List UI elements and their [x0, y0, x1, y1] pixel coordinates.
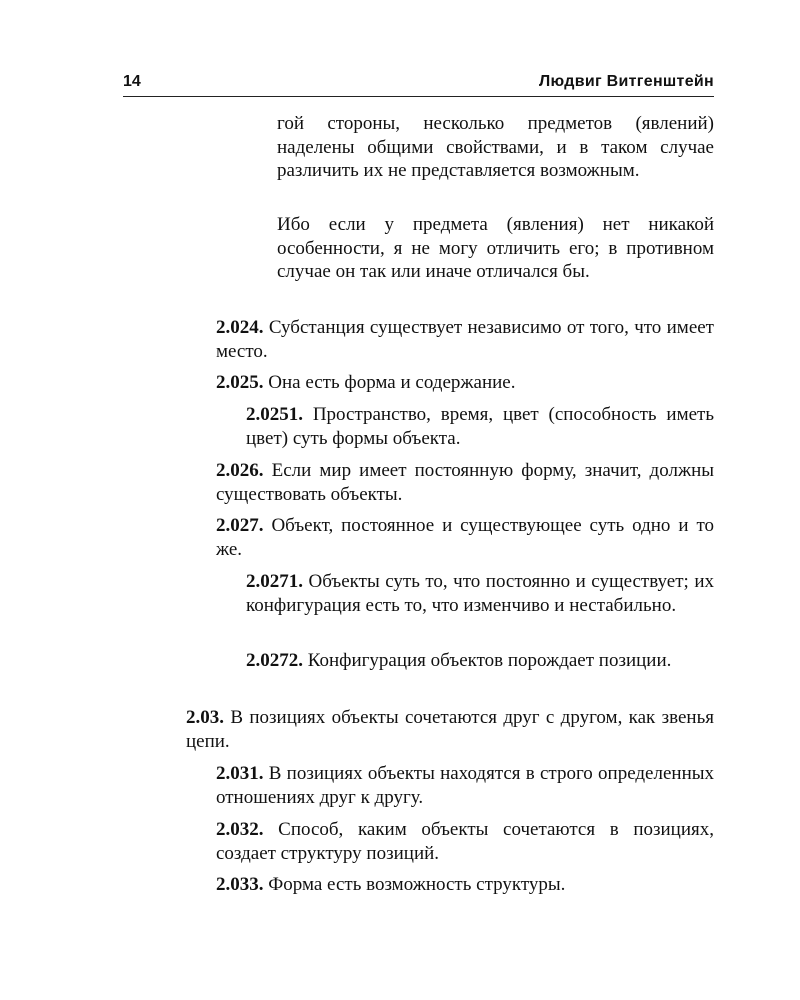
paragraph-text: гой стороны, несколько предметов (явлений) наделены общими свойствами, и в таком случае различить их не представляется возможным.: [277, 113, 714, 182]
proposition-number: 2.032.: [216, 819, 264, 840]
proposition-number: 2.027.: [216, 515, 264, 536]
proposition-2-0251: [246, 403, 714, 450]
page-header: [123, 70, 714, 97]
proposition-number: 2.026.: [216, 460, 264, 481]
proposition-number: 2.03.: [186, 707, 224, 728]
proposition-number: 2.031.: [216, 763, 264, 784]
proposition-text: Способ, каким объекты сочетаются в позициях, создает структуру позиций.: [216, 819, 714, 864]
proposition-number: 2.0272.: [246, 650, 303, 671]
proposition-text: В позициях объекты сочетаются друг с другом, как звенья цепи.: [186, 707, 714, 752]
proposition-number: 2.033.: [216, 874, 264, 895]
proposition-2-033: [216, 873, 714, 897]
proposition-text: Объекты суть то, что постоянно и существует; их конфигурация есть то, что изменчиво и нестабильно.: [246, 571, 714, 616]
proposition-2-0272: [246, 649, 714, 673]
paragraph-continuation: [277, 112, 714, 183]
proposition-text: Пространство, время, цвет (способность иметь цвет) суть формы объекта.: [246, 404, 714, 449]
proposition-2-031: [216, 762, 714, 809]
proposition-2-032: [216, 818, 714, 865]
paragraph-text: Ибо если у предмета (явления) нет никакой особенности, я не могу отличить его; в противном случае он так или иначе отличался бы.: [277, 214, 714, 283]
proposition-text: Если мир имеет постоянную форму, значит, должны существовать объекты.: [216, 460, 715, 505]
proposition-number: 2.024.: [216, 317, 264, 338]
proposition-text: Субстанция существует независимо от того, что имеет место.: [216, 317, 714, 362]
proposition-text: Она есть форма и содержание.: [268, 372, 516, 393]
proposition-text: Форма есть возможность структуры.: [268, 874, 566, 895]
proposition-number: 2.025.: [216, 372, 264, 393]
proposition-number: 2.0251.: [246, 404, 303, 425]
page-number: 14: [123, 73, 141, 90]
proposition-2-0271: [246, 570, 714, 617]
proposition-2-03: [186, 706, 714, 753]
proposition-text: В позициях объекты находятся в строго определенных отношениях друг к другу.: [216, 763, 714, 808]
proposition-text: Объект, постоянное и существующее суть одно и то же.: [216, 515, 714, 560]
paragraph-remark: [277, 213, 714, 284]
running-title: Людвиг Витгенштейн: [538, 73, 714, 90]
proposition-2-025: [216, 371, 714, 395]
proposition-number: 2.0271.: [246, 571, 303, 592]
proposition-2-026: [216, 459, 714, 506]
proposition-2-024: [216, 316, 714, 363]
proposition-2-027: [216, 514, 714, 561]
proposition-text: Конфигурация объектов порождает позиции.: [307, 650, 672, 671]
